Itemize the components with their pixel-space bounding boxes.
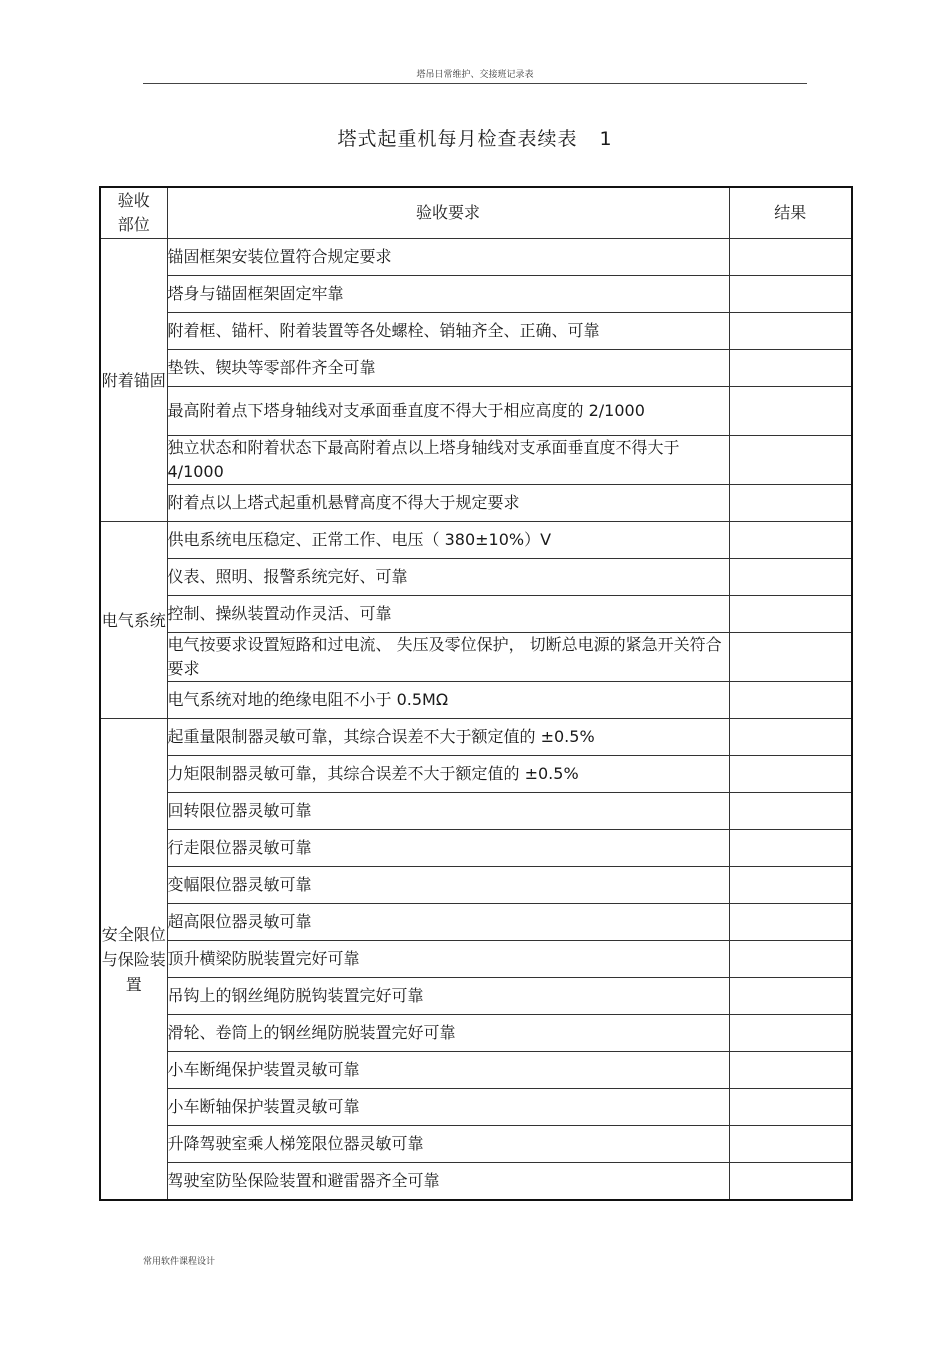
table-row [100,633,852,682]
column-header-part: 验收部位 [100,187,167,239]
result-cell[interactable] [729,313,852,350]
result-cell[interactable] [729,867,852,904]
running-header: 塔吊日常维护、交接班记录表 [416,70,534,80]
requirement-cell: 力矩限制器灵敏可靠，其综合误差不大于额定值的 ±0.5% [167,756,729,793]
inspection-table [99,186,853,1201]
table-row [100,596,852,633]
requirement-cell: 电气系统对地的绝缘电阻不小于 0.5MΩ [167,682,729,719]
table-row [100,682,852,719]
table-row [100,1126,852,1163]
requirement-cell: 超高限位器灵敏可靠 [167,904,729,941]
result-cell[interactable] [729,1015,852,1052]
part-cell-safety: 安全限位与保险装置 [100,719,167,1201]
table-row [100,904,852,941]
table-row [100,867,852,904]
requirement-cell: 小车断绳保护装置灵敏可靠 [167,1052,729,1089]
result-cell[interactable] [729,276,852,313]
requirement-cell: 垫铁、锲块等零部件齐全可靠 [167,350,729,387]
result-cell[interactable] [729,1163,852,1201]
result-cell[interactable] [729,522,852,559]
column-header-requirement: 验收要求 [167,187,729,239]
requirement-cell: 行走限位器灵敏可靠 [167,830,729,867]
table-row [100,978,852,1015]
requirement-cell: 起重量限制器灵敏可靠，其综合误差不大于额定值的 ±0.5% [167,719,729,756]
page-footer: 常用软件课程设计 [143,1257,216,1267]
requirement-cell: 变幅限位器灵敏可靠 [167,867,729,904]
result-cell[interactable] [729,1089,852,1126]
part-cell-attachment: 附着锚固 [100,239,167,522]
result-cell[interactable] [729,682,852,719]
result-cell[interactable] [729,793,852,830]
table-row [100,1089,852,1126]
table-row [100,559,852,596]
result-cell[interactable] [729,978,852,1015]
requirement-cell: 吊钩上的钢丝绳防脱钩装置完好可靠 [167,978,729,1015]
table-row [100,350,852,387]
result-cell[interactable] [729,350,852,387]
table-row [100,522,852,559]
requirement-cell: 回转限位器灵敏可靠 [167,793,729,830]
result-cell[interactable] [729,633,852,682]
title-text: 塔式起重机每月检查表续表 [337,128,578,150]
part-cell-electrical: 电气系统 [100,522,167,719]
requirement-cell: 附着点以上塔式起重机悬臂高度不得大于规定要求 [167,485,729,522]
table-row [100,276,852,313]
column-header-result: 结果 [729,187,852,239]
table-row [100,793,852,830]
header-rule [143,83,807,84]
table-row [100,1015,852,1052]
requirement-cell: 独立状态和附着状态下最高附着点以上塔身轴线对支承面垂直度不得大于 4/1000 [167,436,729,485]
table-row [100,756,852,793]
result-cell[interactable] [729,387,852,436]
requirement-cell: 升降驾驶室乘人梯笼限位器灵敏可靠 [167,1126,729,1163]
table-row [100,239,852,276]
requirement-cell: 控制、操纵装置动作灵活、可靠 [167,596,729,633]
table-row [100,1163,852,1201]
result-cell[interactable] [729,1126,852,1163]
requirement-cell: 最高附着点下塔身轴线对支承面垂直度不得大于相应高度的 2/1000 [167,387,729,436]
requirement-cell: 塔身与锚固框架固定牢靠 [167,276,729,313]
result-cell[interactable] [729,559,852,596]
requirement-cell: 电气按要求设置短路和过电流、 失压及零位保护， 切断总电源的紧急开关符合要求 [167,633,729,682]
result-cell[interactable] [729,485,852,522]
title-number: 1 [599,128,613,150]
result-cell[interactable] [729,239,852,276]
table-row [100,313,852,350]
requirement-cell: 供电系统电压稳定、正常工作、电压（ 380±10%）V [167,522,729,559]
requirement-cell: 滑轮、卷筒上的钢丝绳防脱装置完好可靠 [167,1015,729,1052]
table-row [100,830,852,867]
requirement-cell: 仪表、照明、报警系统完好、可靠 [167,559,729,596]
result-cell[interactable] [729,1052,852,1089]
requirement-cell: 锚固框架安装位置符合规定要求 [167,239,729,276]
table-row [100,719,852,756]
result-cell[interactable] [729,830,852,867]
requirement-cell: 小车断轴保护装置灵敏可靠 [167,1089,729,1126]
page-title [0,124,950,151]
requirement-cell: 顶升横梁防脱装置完好可靠 [167,941,729,978]
table-row [100,1052,852,1089]
result-cell[interactable] [729,756,852,793]
table-row [100,387,852,436]
table-row [100,436,852,485]
result-cell[interactable] [729,941,852,978]
result-cell[interactable] [729,436,852,485]
result-cell[interactable] [729,719,852,756]
result-cell[interactable] [729,596,852,633]
requirement-cell: 附着框、锚杆、附着装置等各处螺栓、销轴齐全、正确、可靠 [167,313,729,350]
result-cell[interactable] [729,904,852,941]
table-row [100,485,852,522]
requirement-cell: 驾驶室防坠保险装置和避雷器齐全可靠 [167,1163,729,1201]
table-row [100,941,852,978]
